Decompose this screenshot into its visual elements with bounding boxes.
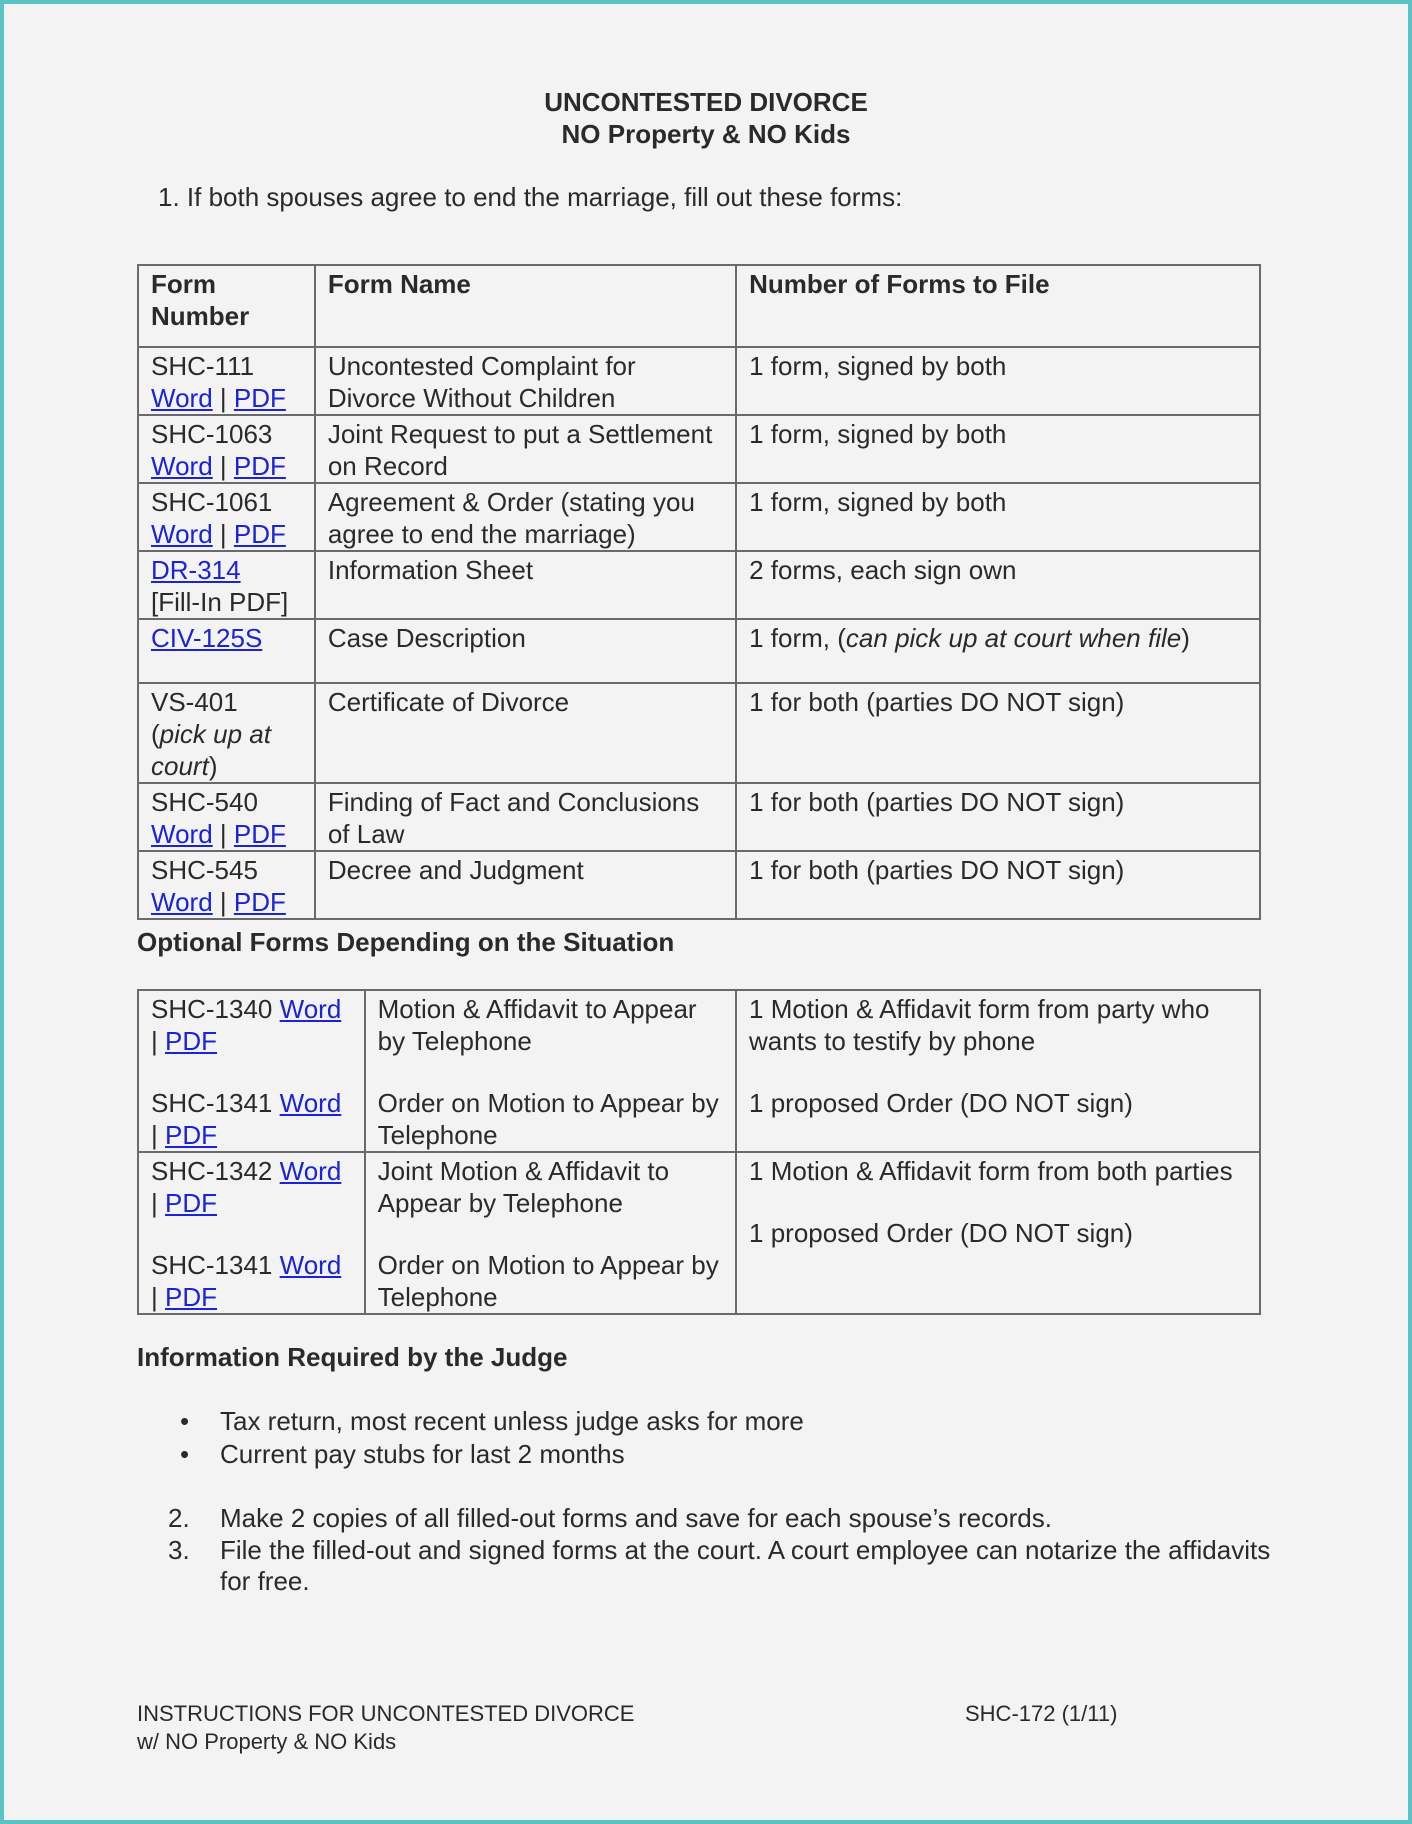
word-link[interactable]: Word — [279, 1156, 342, 1186]
form-name: Order on Motion to Appear by Telephone — [377, 1088, 719, 1150]
judge-heading: Information Required by the Judge — [137, 1342, 568, 1372]
link-separator: | — [219, 451, 227, 481]
footer-line-2: w/ NO Property & NO Kids — [137, 1729, 397, 1754]
form-note: [Fill-In PDF] — [151, 587, 289, 617]
civ-125s-link[interactable]: CIV-125S — [151, 623, 263, 653]
link-separator: | — [219, 819, 227, 849]
table-row — [138, 619, 1260, 683]
word-link[interactable]: Word — [279, 1250, 342, 1280]
form-number-cell — [138, 990, 365, 1152]
form-number-cell — [138, 683, 315, 783]
step-number: 2. — [168, 1503, 190, 1533]
note-open: ( — [151, 719, 160, 749]
form-number-cell — [138, 851, 315, 919]
form-count: 1 proposed Order (DO NOT sign) — [749, 1218, 1133, 1248]
step-text: Make 2 copies of all filled-out forms and save for each spouse’s records. — [220, 1503, 1052, 1533]
form-name: Motion & Affidavit to Appear by Telephone — [377, 994, 697, 1056]
word-link[interactable]: Word — [279, 994, 342, 1024]
form-number: SHC-540 — [151, 787, 258, 817]
form-number: SHC-545 — [151, 855, 258, 885]
form-number-cell — [138, 415, 315, 483]
form-count: 1 for both (parties DO NOT sign) — [736, 783, 1260, 851]
form-name: Joint Motion & Affidavit to Appear by Telephone — [377, 1156, 670, 1218]
form-name-cell — [365, 990, 736, 1152]
pdf-link[interactable]: PDF — [233, 519, 286, 549]
title-line-1: UNCONTESTED DIVORCE — [544, 87, 868, 117]
form-count: 1 for both (parties DO NOT sign) — [736, 683, 1260, 783]
table-row — [138, 551, 1260, 619]
form-number-cell — [138, 483, 315, 551]
form-count: 2 forms, each sign own — [736, 551, 1260, 619]
form-number: SHC-1061 — [151, 487, 273, 517]
step-number: 3. — [168, 1535, 190, 1565]
form-count: 1 proposed Order (DO NOT sign) — [749, 1088, 1133, 1118]
pdf-link[interactable]: PDF — [165, 1188, 217, 1218]
form-name: Joint Request to put a Settlement on Record — [315, 415, 736, 483]
link-separator: | — [151, 1282, 158, 1312]
note-close: ) — [208, 751, 218, 781]
link-separator: | — [219, 519, 227, 549]
footer-form-code: SHC-172 (1/11) — [965, 1701, 1118, 1726]
form-count: 1 form, signed by both — [736, 483, 1260, 551]
page-title — [0, 86, 1412, 150]
forms-table — [137, 264, 1261, 920]
count-close: ) — [1181, 623, 1190, 653]
table-row — [138, 783, 1260, 851]
form-count: 1 Motion & Affidavit form from party who wants to testify by phone — [749, 994, 1210, 1056]
pdf-link[interactable]: PDF — [233, 451, 286, 481]
footer-title — [137, 1700, 634, 1756]
list-item — [180, 1439, 625, 1470]
form-count: 1 form, signed by both — [736, 415, 1260, 483]
form-name-cell — [365, 1152, 736, 1314]
form-name: Certificate of Divorce — [315, 683, 736, 783]
link-separator: | — [219, 887, 227, 917]
form-number: SHC-1341 — [151, 1088, 273, 1118]
form-number: SHC-1340 — [151, 994, 273, 1024]
form-name: Uncontested Complaint for Divorce Without Children — [315, 347, 736, 415]
link-separator: | — [151, 1026, 158, 1056]
form-note: pick up at court — [151, 719, 271, 781]
table-row — [138, 415, 1260, 483]
form-number: SHC-1342 — [151, 1156, 273, 1186]
table-row — [138, 1152, 1260, 1314]
table-row — [138, 851, 1260, 919]
form-name: Agreement & Order (stating you agree to end the marriage) — [315, 483, 736, 551]
pdf-link[interactable]: PDF — [165, 1120, 217, 1150]
form-name: Finding of Fact and Conclusions of Law — [315, 783, 736, 851]
header-form-name: Form Name — [315, 265, 736, 347]
header-count: Number of Forms to File — [736, 265, 1260, 347]
form-count-cell — [736, 1152, 1260, 1314]
footer-line-1: INSTRUCTIONS FOR UNCONTESTED DIVORCE — [137, 1701, 635, 1726]
word-link[interactable]: Word — [151, 451, 213, 481]
list-item — [180, 1406, 804, 1437]
link-separator: | — [219, 383, 227, 413]
word-link[interactable]: Word — [151, 519, 213, 549]
table-header-row — [138, 265, 1260, 347]
pdf-link[interactable]: PDF — [165, 1282, 217, 1312]
word-link[interactable]: Word — [151, 819, 213, 849]
form-number: SHC-1063 — [151, 419, 273, 449]
form-number-cell — [138, 619, 315, 683]
form-count: 1 for both (parties DO NOT sign) — [736, 851, 1260, 919]
form-count: 1 Motion & Affidavit form from both parties — [749, 1156, 1233, 1186]
form-name: Order on Motion to Appear by Telephone — [377, 1250, 719, 1312]
step-text: File the filled-out and signed forms at the court. A court employee can notarize the affidavits for free. — [220, 1535, 1271, 1596]
bullet-icon: • — [180, 1406, 190, 1436]
count-italic: can pick up at court when file — [845, 623, 1182, 653]
word-link[interactable]: Word — [279, 1088, 342, 1118]
form-count — [736, 619, 1260, 683]
intro-text: 1. If both spouses agree to end the marriage, fill out these forms: — [158, 182, 903, 212]
form-number: VS-401 — [151, 687, 238, 717]
table-row — [138, 990, 1260, 1152]
table-row — [138, 347, 1260, 415]
form-number-cell — [138, 347, 315, 415]
title-line-2: NO Property & NO Kids — [561, 119, 851, 149]
form-name: Case Description — [315, 619, 736, 683]
form-count-cell — [736, 990, 1260, 1152]
pdf-link[interactable]: PDF — [233, 383, 286, 413]
word-link[interactable]: Word — [151, 887, 213, 917]
form-number-cell — [138, 1152, 365, 1314]
form-count: 1 form, signed by both — [736, 347, 1260, 415]
form-name: Information Sheet — [315, 551, 736, 619]
dr-314-link[interactable]: DR-314 — [151, 555, 241, 585]
count-text: 1 form, ( — [749, 623, 846, 653]
list-item-text: Tax return, most recent unless judge asks for more — [220, 1406, 804, 1436]
pdf-link[interactable]: PDF — [165, 1026, 217, 1056]
link-separator: | — [151, 1120, 158, 1150]
bullet-icon: • — [180, 1439, 190, 1469]
optional-forms-table — [137, 989, 1261, 1315]
form-name: Decree and Judgment — [315, 851, 736, 919]
form-number: SHC-1341 — [151, 1250, 273, 1280]
header-form-number: Form Number — [138, 265, 315, 347]
table-row — [138, 683, 1260, 783]
form-number-cell — [138, 551, 315, 619]
table-row — [138, 483, 1260, 551]
pdf-link[interactable]: PDF — [233, 819, 286, 849]
link-separator: | — [151, 1188, 158, 1218]
list-item-text: Current pay stubs for last 2 months — [220, 1439, 625, 1469]
form-number: SHC-111 — [151, 351, 255, 381]
word-link[interactable]: Word — [151, 383, 213, 413]
optional-heading: Optional Forms Depending on the Situation — [137, 927, 675, 957]
pdf-link[interactable]: PDF — [233, 887, 286, 917]
form-number-cell — [138, 783, 315, 851]
